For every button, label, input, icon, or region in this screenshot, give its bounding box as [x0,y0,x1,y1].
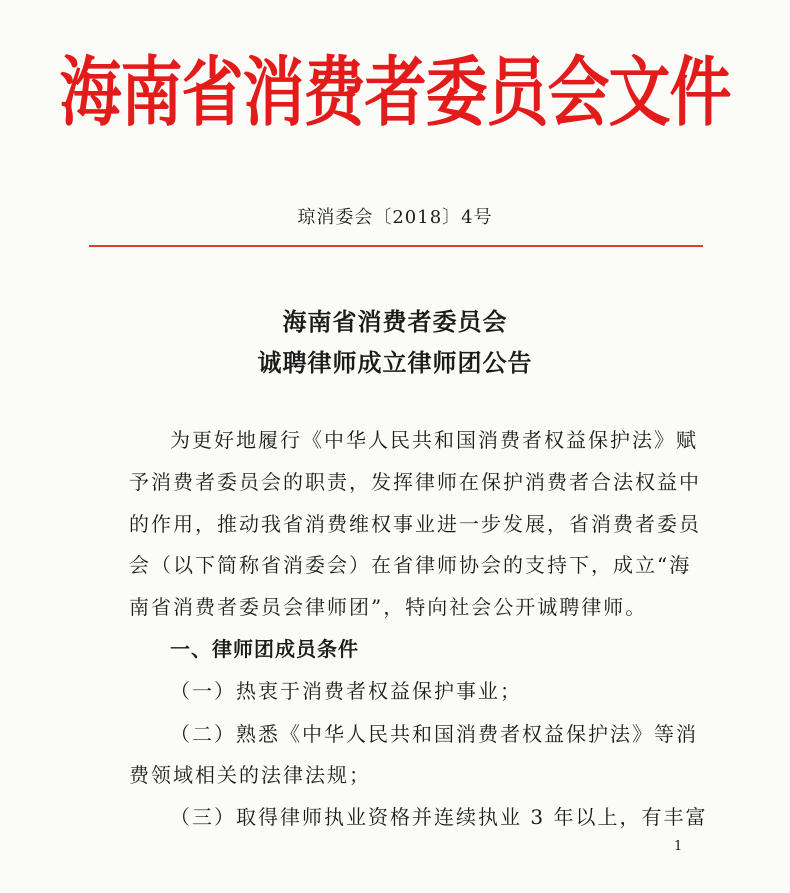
condition-line: 费领域相关的法律法规； [129,763,371,787]
document-title-line-1: 海南省消费者委员会 [282,308,508,336]
condition-line: （一）热衷于消费者权益保护事业； [170,679,522,703]
section-heading: 一、律师团成员条件 [170,637,359,661]
body-paragraph-line: 予消费者委员会的职责，发挥律师在保护消费者合法权益中 [129,470,701,494]
body-paragraph-line: 会（以下简称省消委会）在省律师协会的支持下，成立“海 [129,553,692,577]
body-paragraph-line: 南省消费者委员会律师团”，特向社会公开诚聘律师。 [129,595,648,619]
condition-line: （二）熟悉《中华人民共和国消费者权益保护法》等消 [170,722,698,746]
page-number: 1 [674,839,683,854]
condition-line: （三）取得律师执业资格并连续执业 3 年以上，有丰富 [170,805,708,829]
document-masthead: 海南省消费者委员会文件 [59,47,731,137]
document-title-line-2: 诚聘律师成立律师团公告 [257,349,533,377]
body-paragraph-line: 为更好地履行《中华人民共和国消费者权益保护法》赋 [170,428,698,452]
body-paragraph-line: 的作用，推动我省消费维权事业进一步发展，省消费者委员 [129,512,701,536]
document-number: 琼消委会〔2018〕4号 [297,207,493,228]
red-divider-line [89,245,703,247]
